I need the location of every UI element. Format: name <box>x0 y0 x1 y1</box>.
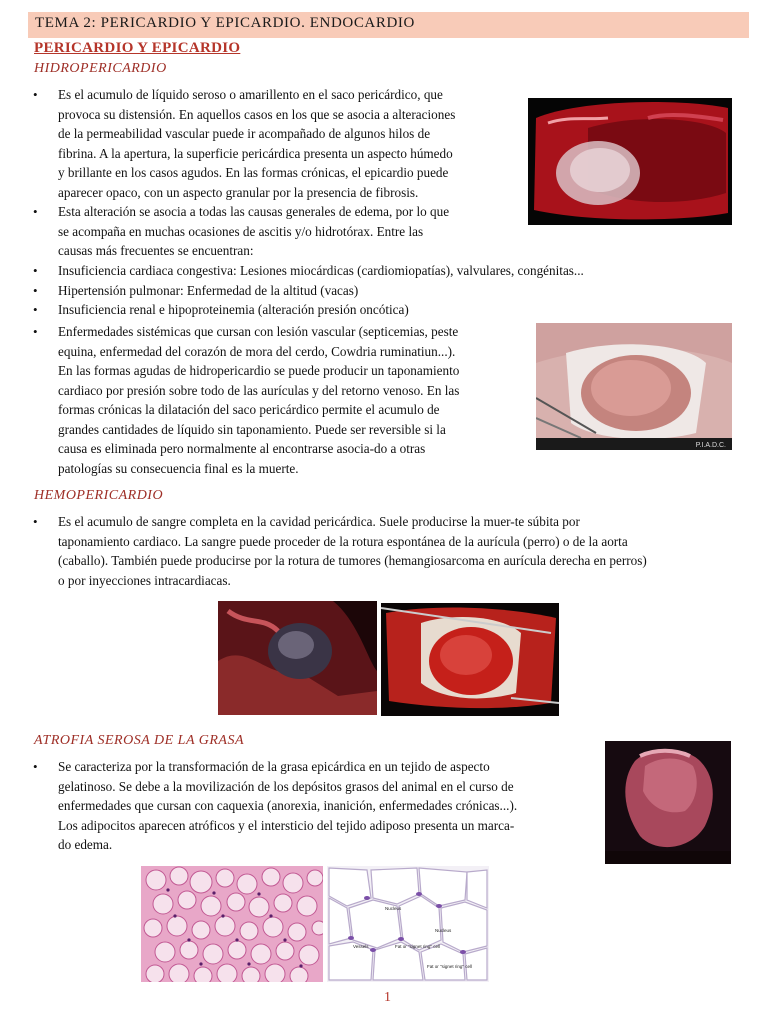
list-item: Hipertensión pulmonar: Enfermedad de la altitud (vacas) <box>58 283 359 298</box>
histology-diagram-fat-cells <box>327 866 489 982</box>
hemopericardio-photo-2 <box>381 603 559 716</box>
bullet-dot: • <box>33 263 38 278</box>
list-item: Insuficiencia renal e hipoproteinemia (alteración presión oncótica) <box>58 302 409 317</box>
bullet-dot: • <box>33 324 38 339</box>
list-item: Insuficiencia cardiaca congestiva: Lesiones miocárdicas (cardiomiopatías), valvulares, congénitas... <box>58 263 584 278</box>
bullet-dot: • <box>33 283 38 298</box>
bullet-dot: • <box>33 759 38 774</box>
label-fat-cell: Fat or "signet ring" cell <box>427 964 472 969</box>
page-number: 1 <box>384 990 391 1005</box>
paragraph-hidro-1: Es el acumulo de líquido seroso o amarillento en el saco pericárdico, que provoca su distensión. En aquellos casos en los que se asocia a alteraciones de la permeabilidad vascular puede ir acompañado de algunos hilos de fibrina. A la apertura, la superficie pericárdica presenta un aspecto húmedo y brillante en los casos agudos. En las formas crónicas, el epicardio puede aparecer opaco, con un aspecto granular por la presencia de fibrosis. <box>58 87 456 200</box>
hidropericardio-photo-2 <box>536 323 732 450</box>
label-vessels: Vessels <box>353 944 369 949</box>
title-banner <box>28 12 749 38</box>
histology-photo-pink <box>141 866 323 982</box>
subheading-atrofia-serosa: ATROFIA SEROSA DE LA GRASA <box>34 733 245 748</box>
subheading-hidropericardio: HIDROPERICARDIO <box>34 61 167 76</box>
label-nucleus: Nucleus <box>435 928 452 933</box>
paragraph-hidro-2: Esta alteración se asocia a todas las causas generales de edema, por lo que se acompaña en muchas ocasiones de ascitis y/o hidrotórax. Entre las causas más frecuentes se encuentran: <box>58 204 450 258</box>
bullet-dot: • <box>33 204 38 219</box>
label-nucleus: Nucleus <box>385 906 402 911</box>
hemopericardio-photo-1 <box>218 601 377 715</box>
paragraph-atrofia-1: Se caracteriza por la transformación de la grasa epicárdica en un tejido de aspecto gelatinoso. Se debe a la movilización de los depósitos grasos del animal en el curso de enfermedades que cursan con caquexia (anorexia, inanición, enfermedades crónicas...). Los adipocitos aparecen atróficos y el intersticio del tejido adiposo presenta un marca- do edema. <box>58 759 518 852</box>
atrofia-heart-photo <box>605 741 731 864</box>
label-fat-cell: Fat or "signet ring" cell <box>395 944 440 949</box>
bullet-dot: • <box>33 302 38 317</box>
page-title: TEMA 2: PERICARDIO Y EPICARDIO. ENDOCARDIO <box>35 15 415 31</box>
photo-watermark: P.I.A.D.C. <box>695 442 726 449</box>
hidropericardio-photo-1 <box>528 98 732 225</box>
paragraph-hemo-1: Es el acumulo de sangre completa en la cavidad pericárdica. Suele producirse la muer-te súbita por taponamiento cardiaco. La sangre puede proceder de la rotura espontánea de la aurícula (perro) o de la aorta (caballo). También puede producirse por la rotura de tumores (hemangiosarcoma en aurícula derecha en perros) o por inyecciones intracardiacas. <box>58 514 647 588</box>
subheading-hemopericardio: HEMOPERICARDIO <box>34 488 164 503</box>
section-heading-pericardio: PERICARDIO Y EPICARDIO <box>34 40 241 56</box>
paragraph-hidro-6: Enfermedades sistémicas que cursan con lesión vascular (septicemias, peste equina, enfermedad del corazón de mora del cerdo, Cowdria ruminatiun...). En las formas agudas de hidropericardio se puede producir un taponamiento cardiaco por presión sobre todo de las aurículas y del retorno venoso. En las formas crónicas la dilatación del saco pericárdico permite el acumulo de grandes cantidades de líquido sin taponamiento. Puede ser reversible si la causa es eliminada pero normalmente al encontrarse asocia-do a otras patologías su consecuencia final es la muerte. <box>58 324 460 476</box>
bullet-dot: • <box>33 87 38 102</box>
bullet-dot: • <box>33 514 38 529</box>
